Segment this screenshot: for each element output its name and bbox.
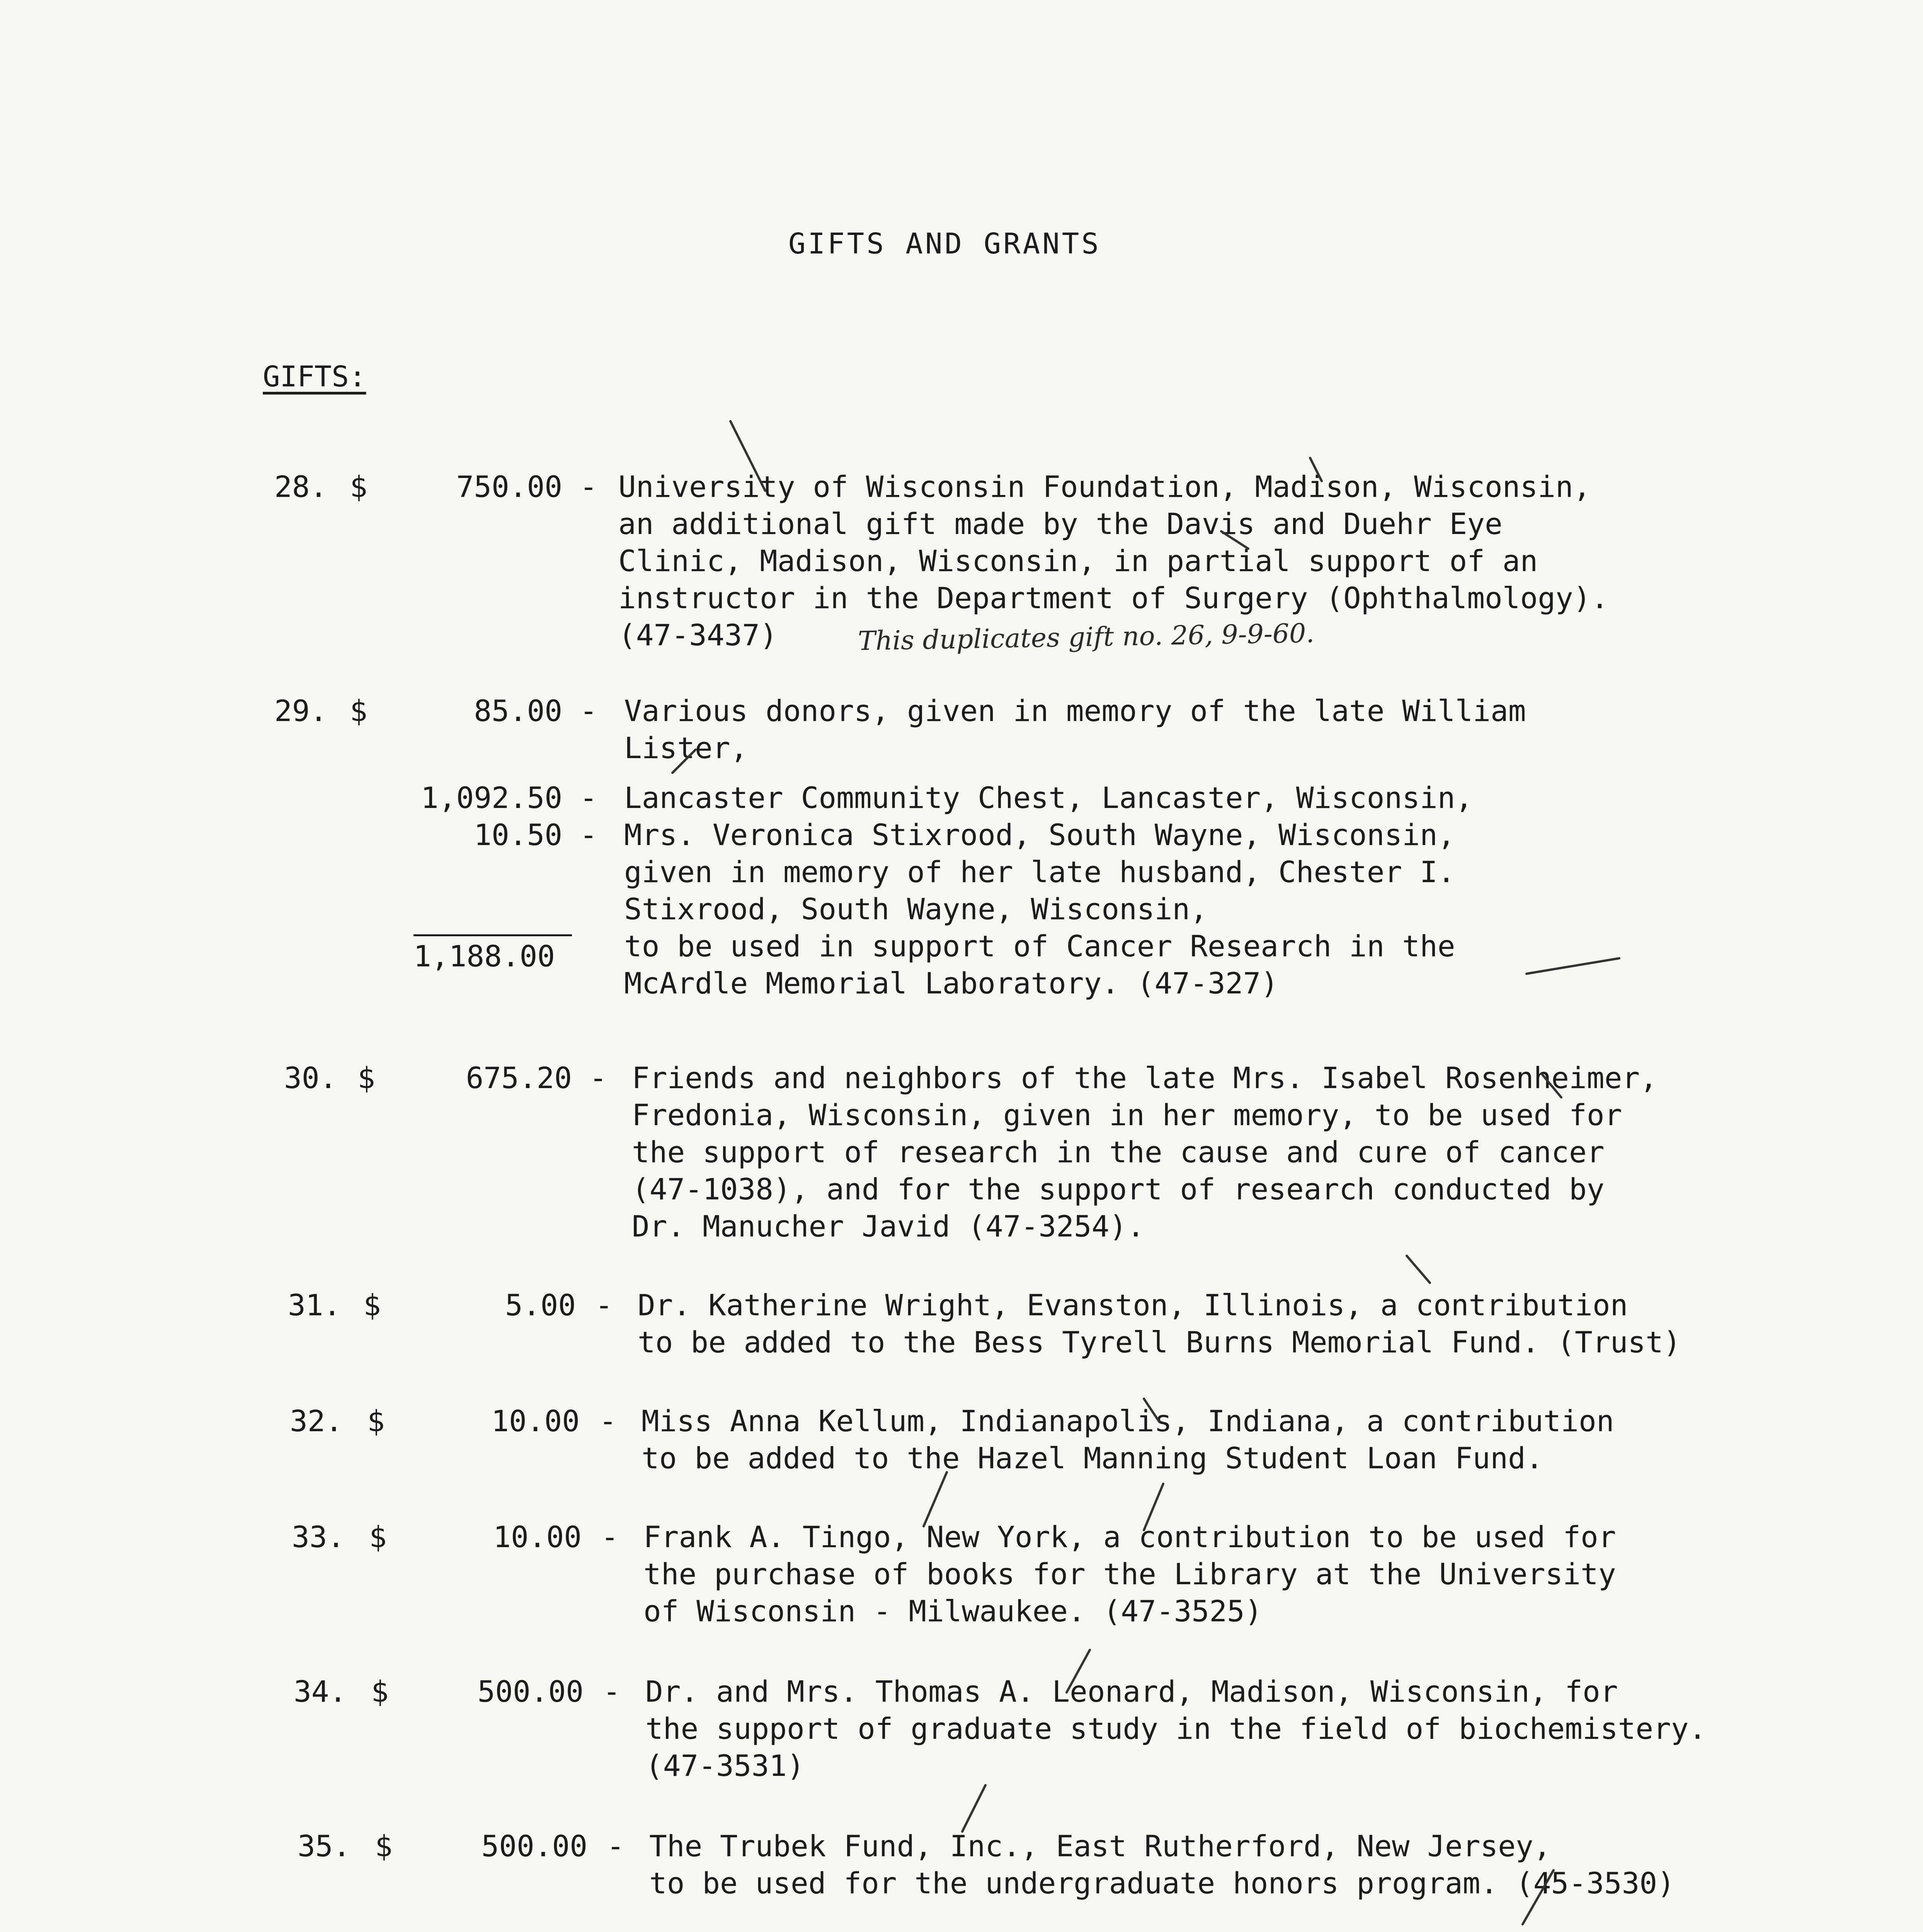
description-line: to be used for the undergraduate honors program. (45-3530) xyxy=(649,1866,1675,1900)
dollar-sign: $ xyxy=(369,1520,387,1554)
dollar-sign: $ xyxy=(350,469,368,504)
description-line: instructor in the Department of Surgery (Ophthalmology). xyxy=(618,581,1609,615)
entry-amount: 750.00 xyxy=(456,469,562,504)
section-heading: GIFTS: xyxy=(263,360,366,393)
dollar-sign: $ xyxy=(371,1674,389,1709)
entry-number: 32. xyxy=(290,1404,343,1438)
description-line: (47-3437) xyxy=(618,618,778,652)
entry-amount: 85.00 xyxy=(474,694,562,728)
dollar-sign: $ xyxy=(367,1404,385,1438)
description-line: McArdle Memorial Laboratory. (47-327) xyxy=(624,966,1278,1000)
description-line: Lancaster Community Chest, Lancaster, Wisconsin, xyxy=(624,781,1473,815)
description-line: The Trubek Fund, Inc., East Rutherford, New Jersey, xyxy=(649,1829,1551,1863)
description-line: Mrs. Veronica Stixrood, South Wayne, Wisconsin, xyxy=(624,818,1455,852)
entry-number: 28. xyxy=(274,469,328,504)
entry-number: 30. xyxy=(284,1061,337,1095)
dollar-sign: $ xyxy=(375,1829,393,1863)
entry-dash: - xyxy=(599,1404,617,1438)
description-line: the support of graduate study in the field of biochemistery. xyxy=(645,1711,1707,1746)
entry-number: 33. xyxy=(292,1520,345,1554)
entry-dash: - xyxy=(580,818,597,852)
description-line: to be added to the Hazel Manning Student Loan Fund. xyxy=(642,1441,1544,1475)
entry-amount: 10.00 xyxy=(493,1520,582,1554)
description-line: the support of research in the cause and cure of cancer xyxy=(632,1135,1605,1169)
description-line: to be added to the Bess Tyrell Burns Memorial Fund. (Trust) xyxy=(638,1325,1681,1359)
entry-number: 35. xyxy=(298,1829,351,1863)
description-line: (47-3531) xyxy=(645,1748,805,1783)
entry-dash: - xyxy=(595,1288,613,1322)
description-line: Friends and neighbors of the late Mrs. Isabel Rosenheimer, xyxy=(632,1061,1658,1095)
description-line: an additional gift made by the Davis and Duehr Eye xyxy=(618,507,1503,541)
description-line: of Wisconsin - Milwaukee. (47-3525) xyxy=(643,1594,1263,1628)
description-line: Clinic, Madison, Wisconsin, in partial support of an xyxy=(618,544,1538,578)
entry-number: 34. xyxy=(294,1674,347,1709)
description-line: to be used in support of Cancer Research in the xyxy=(624,929,1455,963)
entry-dash: - xyxy=(580,469,597,504)
description-line: the purchase of books for the Library at the University xyxy=(643,1557,1616,1591)
description-line: University of Wisconsin Foundation, Madison, Wisconsin, xyxy=(618,469,1591,504)
handwritten-note: This duplicates gift no. 26, 9-9-60. xyxy=(858,618,1315,657)
entry-dash: - xyxy=(607,1829,625,1863)
entry-amount: 5.00 xyxy=(505,1288,576,1322)
entry-amount: 10.50 xyxy=(474,818,562,852)
dollar-sign: $ xyxy=(350,694,368,728)
dollar-sign: $ xyxy=(363,1288,381,1322)
entry-dash: - xyxy=(580,694,597,728)
entry-dash: - xyxy=(589,1061,607,1095)
description-line: Dr. Manucher Javid (47-3254). xyxy=(632,1209,1145,1243)
description-line: Miss Anna Kellum, Indianapolis, Indiana, a contribution xyxy=(642,1404,1614,1438)
entry-amount: 10.00 xyxy=(491,1404,580,1438)
entry-amount: 1,092.50 xyxy=(420,781,562,815)
dollar-sign: $ xyxy=(357,1061,375,1095)
entry-dash: - xyxy=(601,1520,619,1554)
entry-amount: 500.00 xyxy=(481,1829,587,1863)
entry-number: 31. xyxy=(288,1288,341,1322)
description-line: given in memory of her late husband, Chester I. xyxy=(624,855,1455,889)
description-line: Lister, xyxy=(624,731,748,765)
entry-dash: - xyxy=(603,1674,621,1709)
description-line: Dr. Katherine Wright, Evanston, Illinois, a contribution xyxy=(638,1288,1628,1322)
entry-dash: - xyxy=(580,781,597,815)
description-line: Fredonia, Wisconsin, given in her memory, to be used for xyxy=(632,1098,1622,1132)
entry-amount: 675.20 xyxy=(466,1061,572,1095)
entry-amount: 500.00 xyxy=(477,1674,584,1709)
description-line: (47-1038), and for the support of research conducted by xyxy=(632,1172,1605,1206)
entry-29-total: 1,188.00 xyxy=(414,939,555,973)
description-line: Frank A. Tingo, New York, a contribution to be used for xyxy=(643,1520,1616,1554)
description-line: Stixrood, South Wayne, Wisconsin, xyxy=(624,892,1208,926)
description-line: Various donors, given in memory of the late William xyxy=(624,694,1526,728)
description-line: Dr. and Mrs. Thomas A. Leonard, Madison, Wisconsin, for xyxy=(645,1674,1618,1709)
entry-number: 29. xyxy=(274,694,328,728)
page-title: GIFTS AND GRANTS xyxy=(788,227,1101,260)
